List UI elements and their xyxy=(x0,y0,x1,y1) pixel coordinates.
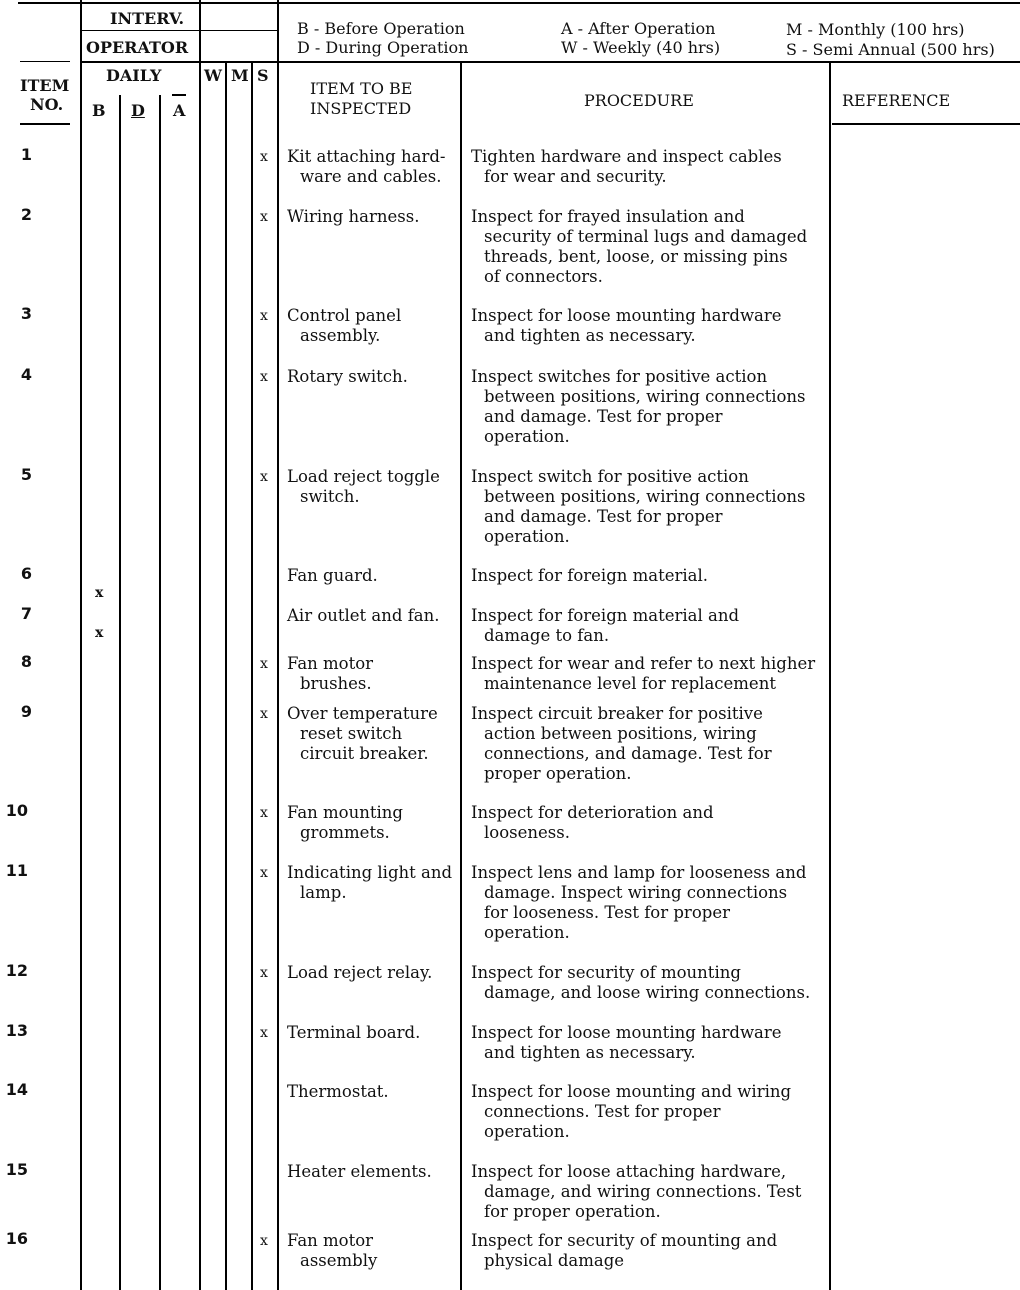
item-number: 11 xyxy=(5,861,28,880)
procedure-text xyxy=(471,863,827,943)
daily-header: DAILY xyxy=(106,66,162,85)
procedure-line: Inspect lens and lamp for looseness and xyxy=(471,863,807,882)
inspected-item xyxy=(287,1231,459,1271)
col-line-6 xyxy=(251,62,253,1290)
semi-annual-mark: x xyxy=(260,469,268,485)
item-number: 6 xyxy=(20,564,32,583)
procedure-line: connections, and damage. Test for xyxy=(484,744,772,763)
procedure-text xyxy=(471,467,827,547)
inspected-item xyxy=(287,704,459,764)
interval-header: INTERV. xyxy=(110,9,185,28)
procedure-line: Inspect for security of mounting xyxy=(471,963,741,982)
item-number: 16 xyxy=(5,1229,28,1248)
inspected-item-line: assembly xyxy=(300,1251,378,1270)
inspected-item-line: Load reject relay. xyxy=(287,963,433,982)
procedure-line: operation. xyxy=(484,427,570,446)
semi-annual-mark: x xyxy=(260,209,268,225)
procedure-text xyxy=(471,1162,827,1222)
semi-annual-mark: x xyxy=(260,805,268,821)
procedure-line: Inspect for loose mounting hardware xyxy=(471,306,782,325)
procedure-line: damage, and loose wiring connections. xyxy=(484,983,811,1002)
procedure-line: for looseness. Test for proper xyxy=(484,903,730,922)
procedure-line: damage, and wiring connections. Test xyxy=(484,1182,802,1201)
semi-annual-mark: x xyxy=(260,1233,268,1249)
procedure-line: proper operation. xyxy=(484,764,632,783)
col-line-8 xyxy=(460,62,462,1290)
procedure-line: damage to fan. xyxy=(484,626,610,645)
item-number: 4 xyxy=(20,365,32,384)
inspected-item-line: Indicating light and xyxy=(287,863,453,882)
inspected-item-line: Kit attaching hard- xyxy=(287,147,446,166)
procedure-text xyxy=(471,654,827,694)
interval-divider xyxy=(82,30,278,31)
inspected-item-line: Wiring harness. xyxy=(287,207,420,226)
inspected-item xyxy=(287,1023,459,1043)
col-line-3 xyxy=(159,95,161,1290)
procedure-text xyxy=(471,704,827,784)
reference-underline xyxy=(832,123,1020,125)
col-b-header: B xyxy=(92,101,106,120)
item-number: 10 xyxy=(5,801,28,820)
inspected-item-line: Air outlet and fan. xyxy=(287,606,440,625)
procedure-line: looseness. xyxy=(484,823,570,842)
inspected-item-line: Fan motor xyxy=(287,1231,374,1250)
inspected-item-line: grommets. xyxy=(300,823,390,842)
procedure-line: Inspect for foreign material and xyxy=(471,606,740,625)
col-w-header: W xyxy=(204,66,222,85)
procedure-line: Tighten hardware and inspect cables xyxy=(471,147,782,166)
item-number: 15 xyxy=(5,1160,28,1179)
inspected-item-line: assembly. xyxy=(300,326,381,345)
inspected-item xyxy=(287,963,459,983)
procedure-line: for wear and security. xyxy=(484,167,667,186)
inspected-item-line: Load reject toggle xyxy=(287,467,440,486)
inspected-item xyxy=(287,306,459,346)
semi-annual-mark: x xyxy=(260,1025,268,1041)
semi-annual-mark: x xyxy=(260,706,268,722)
inspected-item-line: lamp. xyxy=(300,883,347,902)
procedure-text xyxy=(471,606,827,646)
reference-header: REFERENCE xyxy=(842,91,951,110)
procedure-line: Inspect for frayed insulation and xyxy=(471,207,745,226)
procedure-text xyxy=(471,1082,827,1142)
inspected-item-line: circuit breaker. xyxy=(300,744,429,763)
procedure-line: Inspect circuit breaker for positive xyxy=(471,704,763,723)
procedure-line: Inspect for loose mounting hardware xyxy=(471,1023,782,1042)
procedure-text xyxy=(471,306,827,346)
legend-weekly: W - Weekly (40 hrs) xyxy=(561,38,721,57)
item-number: 8 xyxy=(20,652,32,671)
inspected-item-line: Rotary switch. xyxy=(287,367,408,386)
inspected-item xyxy=(287,654,459,694)
inspected-item xyxy=(287,207,459,227)
col-line-5 xyxy=(225,62,227,1290)
semi-annual-mark: x xyxy=(260,656,268,672)
col-a-header: A xyxy=(173,101,186,120)
procedure-line: Inspect for security of mounting and xyxy=(471,1231,778,1250)
item-number: 13 xyxy=(5,1021,28,1040)
inspected-item xyxy=(287,803,459,843)
procedure-line: and damage. Test for proper xyxy=(484,507,723,526)
item-number: 5 xyxy=(20,465,32,484)
inspected-item-line: Control panel xyxy=(287,306,402,325)
inspected-item xyxy=(287,467,459,507)
inspected-item-line: Terminal board. xyxy=(287,1023,421,1042)
semi-annual-mark: x xyxy=(260,149,268,165)
inspected-item-line: Over temperature xyxy=(287,704,438,723)
inspected-item xyxy=(287,1082,459,1102)
inspected-item-line: Fan motor xyxy=(287,654,374,673)
col-a-overbar xyxy=(172,94,186,96)
item-inspected-header-2: INSPECTED xyxy=(310,99,412,118)
item-no-header-1: ITEM xyxy=(20,76,70,95)
item-no-header-2: NO. xyxy=(30,95,64,114)
procedure-line: action between positions, wiring xyxy=(484,724,757,743)
legend-semi-annual: S - Semi Annual (500 hrs) xyxy=(786,40,995,59)
inspected-item-line: Fan guard. xyxy=(287,566,378,585)
inspected-item-line: switch. xyxy=(300,487,360,506)
procedure-text xyxy=(471,1231,827,1271)
col-line-1 xyxy=(80,0,82,1290)
header-bottom-rule xyxy=(20,123,70,125)
procedure-line: between positions, wiring connections xyxy=(484,487,806,506)
legend-before: B - Before Operation xyxy=(297,19,465,38)
item-number: 3 xyxy=(20,304,32,323)
procedure-line: threads, bent, loose, or missing pins xyxy=(484,247,788,266)
item-number: 7 xyxy=(20,604,32,623)
procedure-line: Inspect for loose mounting and wiring xyxy=(471,1082,792,1101)
inspected-item xyxy=(287,863,459,903)
procedure-text xyxy=(471,803,827,843)
semi-annual-mark: x xyxy=(260,965,268,981)
col-s-header: S xyxy=(257,66,269,85)
before-mark: x xyxy=(95,585,104,601)
legend-during: D - During Operation xyxy=(297,38,469,57)
procedure-text xyxy=(471,367,827,447)
procedure-line: damage. Inspect wiring connections xyxy=(484,883,788,902)
inspected-item-line: reset switch xyxy=(300,724,403,743)
item-no-top-rule xyxy=(20,61,70,62)
semi-annual-mark: x xyxy=(260,308,268,324)
legend-monthly: M - Monthly (100 hrs) xyxy=(786,20,965,39)
header-divider xyxy=(82,61,1020,63)
col-d-header: D xyxy=(131,101,145,120)
procedure-line: of connectors. xyxy=(484,267,603,286)
procedure-text xyxy=(471,1023,827,1063)
procedure-line: and damage. Test for proper xyxy=(484,407,723,426)
item-number: 9 xyxy=(20,702,32,721)
procedure-line: Inspect for wear and refer to next higher xyxy=(471,654,816,673)
semi-annual-mark: x xyxy=(260,865,268,881)
inspected-item xyxy=(287,1162,459,1182)
col-m-header: M xyxy=(231,66,249,85)
inspected-item-line: Fan mounting xyxy=(287,803,403,822)
procedure-line: operation. xyxy=(484,1122,570,1141)
col-line-2 xyxy=(119,95,121,1290)
procedure-line: and tighten as necessary. xyxy=(484,326,696,345)
procedure-line: physical damage xyxy=(484,1251,625,1270)
procedure-text xyxy=(471,566,827,586)
procedure-line: security of terminal lugs and damaged xyxy=(484,227,808,246)
item-number: 12 xyxy=(5,961,28,980)
legend-after: A - After Operation xyxy=(561,19,716,38)
procedure-line: Inspect switch for positive action xyxy=(471,467,749,486)
inspected-item-line: ware and cables. xyxy=(300,167,442,186)
inspected-item xyxy=(287,606,459,626)
procedure-line: and tighten as necessary. xyxy=(484,1043,696,1062)
procedure-line: for proper operation. xyxy=(484,1202,661,1221)
procedure-line: Inspect switches for positive action xyxy=(471,367,768,386)
item-inspected-header-1: ITEM TO BE xyxy=(310,79,413,98)
procedure-line: between positions, wiring connections xyxy=(484,387,806,406)
procedure-header: PROCEDURE xyxy=(584,91,694,110)
inspected-item-line: Thermostat. xyxy=(287,1082,389,1101)
inspected-item xyxy=(287,367,459,387)
procedure-text xyxy=(471,207,827,287)
procedure-line: Inspect for foreign material. xyxy=(471,566,709,585)
inspected-item xyxy=(287,566,459,586)
procedure-text xyxy=(471,963,827,1003)
before-mark: x xyxy=(95,625,104,641)
inspected-item-line: Heater elements. xyxy=(287,1162,432,1181)
operator-header: OPERATOR xyxy=(86,38,189,57)
procedure-line: connections. Test for proper xyxy=(484,1102,721,1121)
procedure-line: maintenance level for replacement xyxy=(484,674,776,693)
col-line-4 xyxy=(199,0,201,1290)
item-number: 1 xyxy=(20,145,32,164)
inspected-item xyxy=(287,147,459,187)
item-number: 14 xyxy=(5,1080,28,1099)
procedure-line: Inspect for loose attaching hardware, xyxy=(471,1162,787,1181)
inspected-item-line: brushes. xyxy=(300,674,372,693)
semi-annual-mark: x xyxy=(260,369,268,385)
procedure-line: operation. xyxy=(484,923,570,942)
procedure-line: operation. xyxy=(484,527,570,546)
col-line-7 xyxy=(277,0,279,1290)
item-number: 2 xyxy=(20,205,32,224)
procedure-text xyxy=(471,147,827,187)
top-rule xyxy=(18,2,1020,4)
col-line-9 xyxy=(829,62,831,1290)
procedure-line: Inspect for deterioration and xyxy=(471,803,714,822)
